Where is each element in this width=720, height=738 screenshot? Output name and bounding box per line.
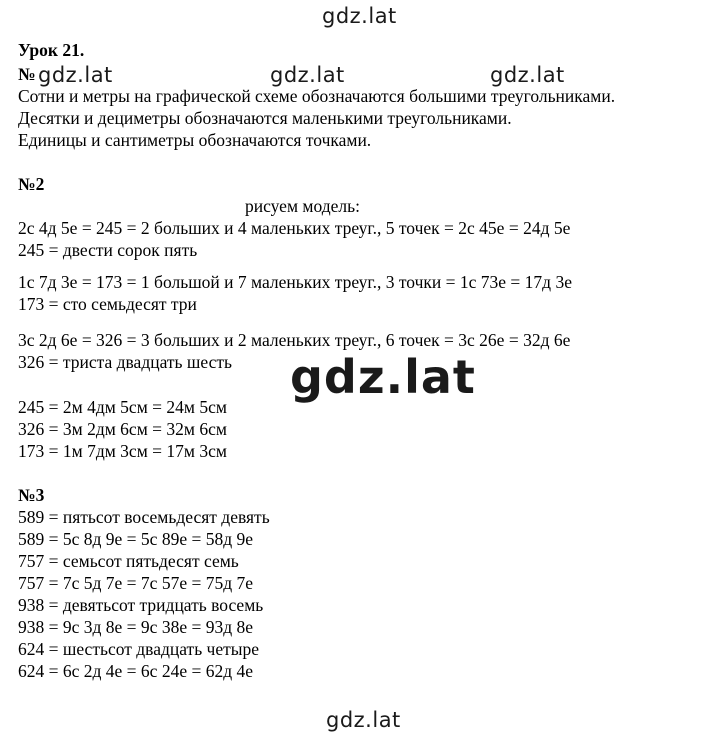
watermark-row-right: gdz.lat [490,63,565,87]
task1-line-1: Сотни и метры на графической схеме обозначаются большими треугольниками. [18,86,616,106]
task2-line-2: 245 = двести сорок пять [18,240,198,260]
task2-number: №2 [18,174,45,194]
task3-line-6: 938 = 9с 3д 8е = 9с 38е = 93д 8е [18,617,254,637]
task2-line-1: 2с 4д 5е = 245 = 2 больших и 4 маленьких треуг., 5 точек = 2с 45е = 24д 5е [18,218,571,238]
task3-line-4: 757 = 7с 5д 7е = 7с 57е = 75д 7е [18,573,254,593]
task3-number: №3 [18,485,45,505]
task3-line-3: 757 = семьсот пятьдесят семь [18,551,239,571]
task2-line-3: 1с 7д 3е = 173 = 1 большой и 7 маленьких треуг., 3 точки = 1с 73е = 17д 3е [18,272,572,292]
watermark-bottom: gdz.lat [326,708,401,732]
watermark-large: gdz.lat [290,350,476,404]
task1-line-2: Десятки и дециметры обозначаются маленькими треугольниками. [18,108,512,128]
task1-line-3: Единицы и сантиметры обозначаются точками. [18,130,372,150]
lesson-title: Урок 21. [18,40,85,60]
task2-line-4: 173 = сто семьдесят три [18,294,197,314]
task2-intro: рисуем модель: [245,196,360,216]
task3-line-7: 624 = шестьсот двадцать четыре [18,639,260,659]
task3-line-8: 624 = 6с 2д 4е = 6с 24е = 62д 4е [18,661,254,681]
task3-line-5: 938 = девятьсот тридцать восемь [18,595,264,615]
task3-line-1: 589 = пятьсот восемьдесят девять [18,507,270,527]
task2-line-7: 245 = 2м 4дм 5см = 24м 5см [18,397,227,417]
watermark-top: gdz.lat [322,4,397,28]
watermark-row-left: gdz.lat [38,63,113,87]
watermark-row-center: gdz.lat [270,63,345,87]
task2-line-5: 3с 2д 6е = 326 = 3 больших и 2 маленьких треуг., 6 точек = 3с 26е = 32д 6е [18,330,571,350]
task1-number: № [18,64,36,84]
task3-line-2: 589 = 5с 8д 9е = 5с 89е = 58д 9е [18,529,254,549]
task2-line-9: 173 = 1м 7дм 3см = 17м 3см [18,441,227,461]
task2-line-8: 326 = 3м 2дм 6см = 32м 6см [18,419,227,439]
task2-line-6: 326 = триста двадцать шесть [18,352,232,372]
